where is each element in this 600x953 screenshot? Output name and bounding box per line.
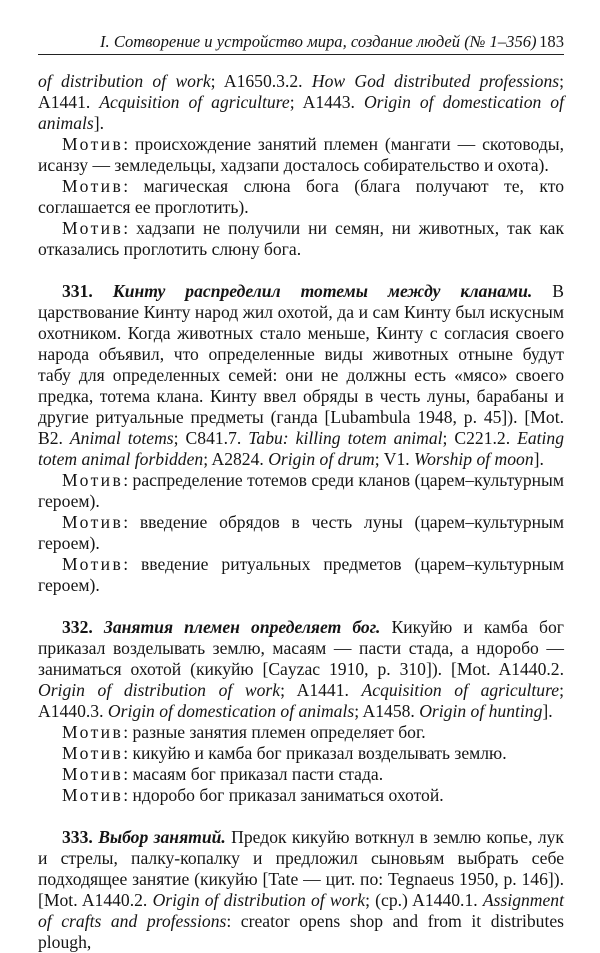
entry-title: Занятия племен определяет бог. [103,617,381,637]
text-run: ; C841.7. [173,428,249,448]
reference-italic: Acquisition of agriculture [99,92,290,112]
motif-label: Мотив [62,134,124,154]
reference-italic: Origin of domestication of animals [38,92,564,133]
text-run: ; A1440.3. [38,680,564,721]
motif-label: Мотив [62,722,124,742]
text-run: ; A2824. [203,449,269,469]
entry-number: 332. [62,617,93,637]
motif-text: : происхождение занятий племен (мангати — скотоводы, исанзу — земледельцы, хадзапи досталось собирательство и охота). [38,134,564,175]
motif-line [38,722,564,743]
entry-number: 331. [62,281,93,301]
motif-text: : распределение тотемов среди кланов (царем–культурным героем). [38,470,564,511]
motif-text: : введение обрядов в честь луны (царем–культурным героем). [38,512,564,553]
motif-line [38,554,564,596]
page-body [38,71,564,953]
entry-333-paragraph [38,827,564,953]
text-run: ; V1. [374,449,415,469]
text-run: ]. [542,701,553,721]
motif-line [38,218,564,260]
motif-line [38,176,564,218]
text-run: ; A1650.3.2. [210,71,312,91]
reference-italic: Eating totem animal forbidden [38,428,565,469]
reference-italic: Origin of drum [268,449,375,469]
text-run: : creator opens shop and from it distributes plough, [38,911,564,952]
motif-label: Мотив [62,470,124,490]
text-run: В царствование Кинту народ жил охотой, да и сам Кинту был искусным охотником. Когда животных стало меньше, Кинту с согласия своего народа объявил, что определенные виды животных отныне будут табу для определенных семей: они не должны есть «мясо» своего предка, тотема клана. Кинту ввел обряды в честь луны, барабаны и другие ритуальные предметы (ганда [Lubambula 1948, p. 45]). [Mot. B2. [38,281,564,448]
entry-331-paragraph [38,281,564,470]
motif-text: : разные занятия племен определяет бог. [123,722,426,742]
page-number: 183 [539,32,564,51]
running-header-title: I. Сотворение и устройство мира, создание людей (№ 1–356) [100,32,537,51]
entry-332-paragraph [38,617,564,722]
motif-label: Мотив [62,512,124,532]
motif-text: : кикуйю и камба бог приказал возделывать землю. [123,743,507,763]
text-run: ; A1441. [38,71,565,112]
text-run: ; A1458. [354,701,420,721]
text-run: ]. [533,449,544,469]
motif-label: Мотив [62,785,124,805]
reference-italic: How God distributed professions [311,71,560,91]
entry-body [38,281,564,469]
motif-label: Мотив [62,176,124,196]
reference-italic: Animal totems [69,428,174,448]
motif-text: : масаям бог приказал пасти стада. [123,764,384,784]
text-run: Предок кикуйю воткнул в землю копье, лук и стрелы, палку-копалку и предложил сыновьям выбрать себе подходящее занятие (кикуйю [Tate — цит. по: Tegnaeus 1950, p. 146]). [Mot. A1440.2. [38,827,564,910]
reference-italic: Origin of distribution of work [152,890,366,910]
reference-italic: Tabu: killing totem animal [248,428,443,448]
motif-text: : магическая слюна бога (блага получают те, кто соглашается ее проглотить). [38,176,564,217]
motif-line [38,785,564,806]
motif-line [38,743,564,764]
text-run: ; A1443. [289,92,364,112]
text-run: ; A1441. [280,680,362,700]
reference-italic: Origin of distribution of work [38,680,281,700]
text-run: ; C221.2. [442,428,518,448]
motif-text: : введение ритуальных предметов (царем–культурным героем). [38,554,564,595]
entry-title: Выбор занятий. [98,827,226,847]
reference-italic: Worship of moon [414,449,534,469]
reference-italic: Acquisition of agriculture [361,680,560,700]
reference-italic: of distribution of work [38,71,211,91]
text-run: ]. [93,113,104,133]
motif-text: : ндоробо бог приказал заниматься охотой. [123,785,444,805]
motif-line [38,470,564,512]
reference-italic: Assignment of crafts and professions [38,890,564,931]
motif-text: : хадзапи не получили ни семян, ни животных, так как отказались проглотить слюну бога. [38,218,564,259]
entry-number: 333. [62,827,93,847]
reference-italic: Origin of hunting [419,701,543,721]
running-header [38,30,564,55]
motif-label: Мотив [62,743,124,763]
reference-italic: Origin of domestication of animals [107,701,355,721]
motif-line [38,764,564,785]
motif-label: Мотив [62,554,124,574]
motif-line [38,134,564,176]
entry-title: Кинту распределил тотемы между кланами. [112,281,533,301]
motif-line [38,512,564,554]
text-run: ; (ср.) A1440.1. [365,890,483,910]
text-run: Кикуйю и камба бог приказал возделывать землю, масаям — пасти стада, а ндоробо — заниматься охотой (кикуйю [Cayzac 1910, p. 310]). [Mot. A1440.2. [38,617,564,679]
motif-label: Мотив [62,218,124,238]
motif-label: Мотив [62,764,124,784]
intro-continuation [38,71,564,134]
